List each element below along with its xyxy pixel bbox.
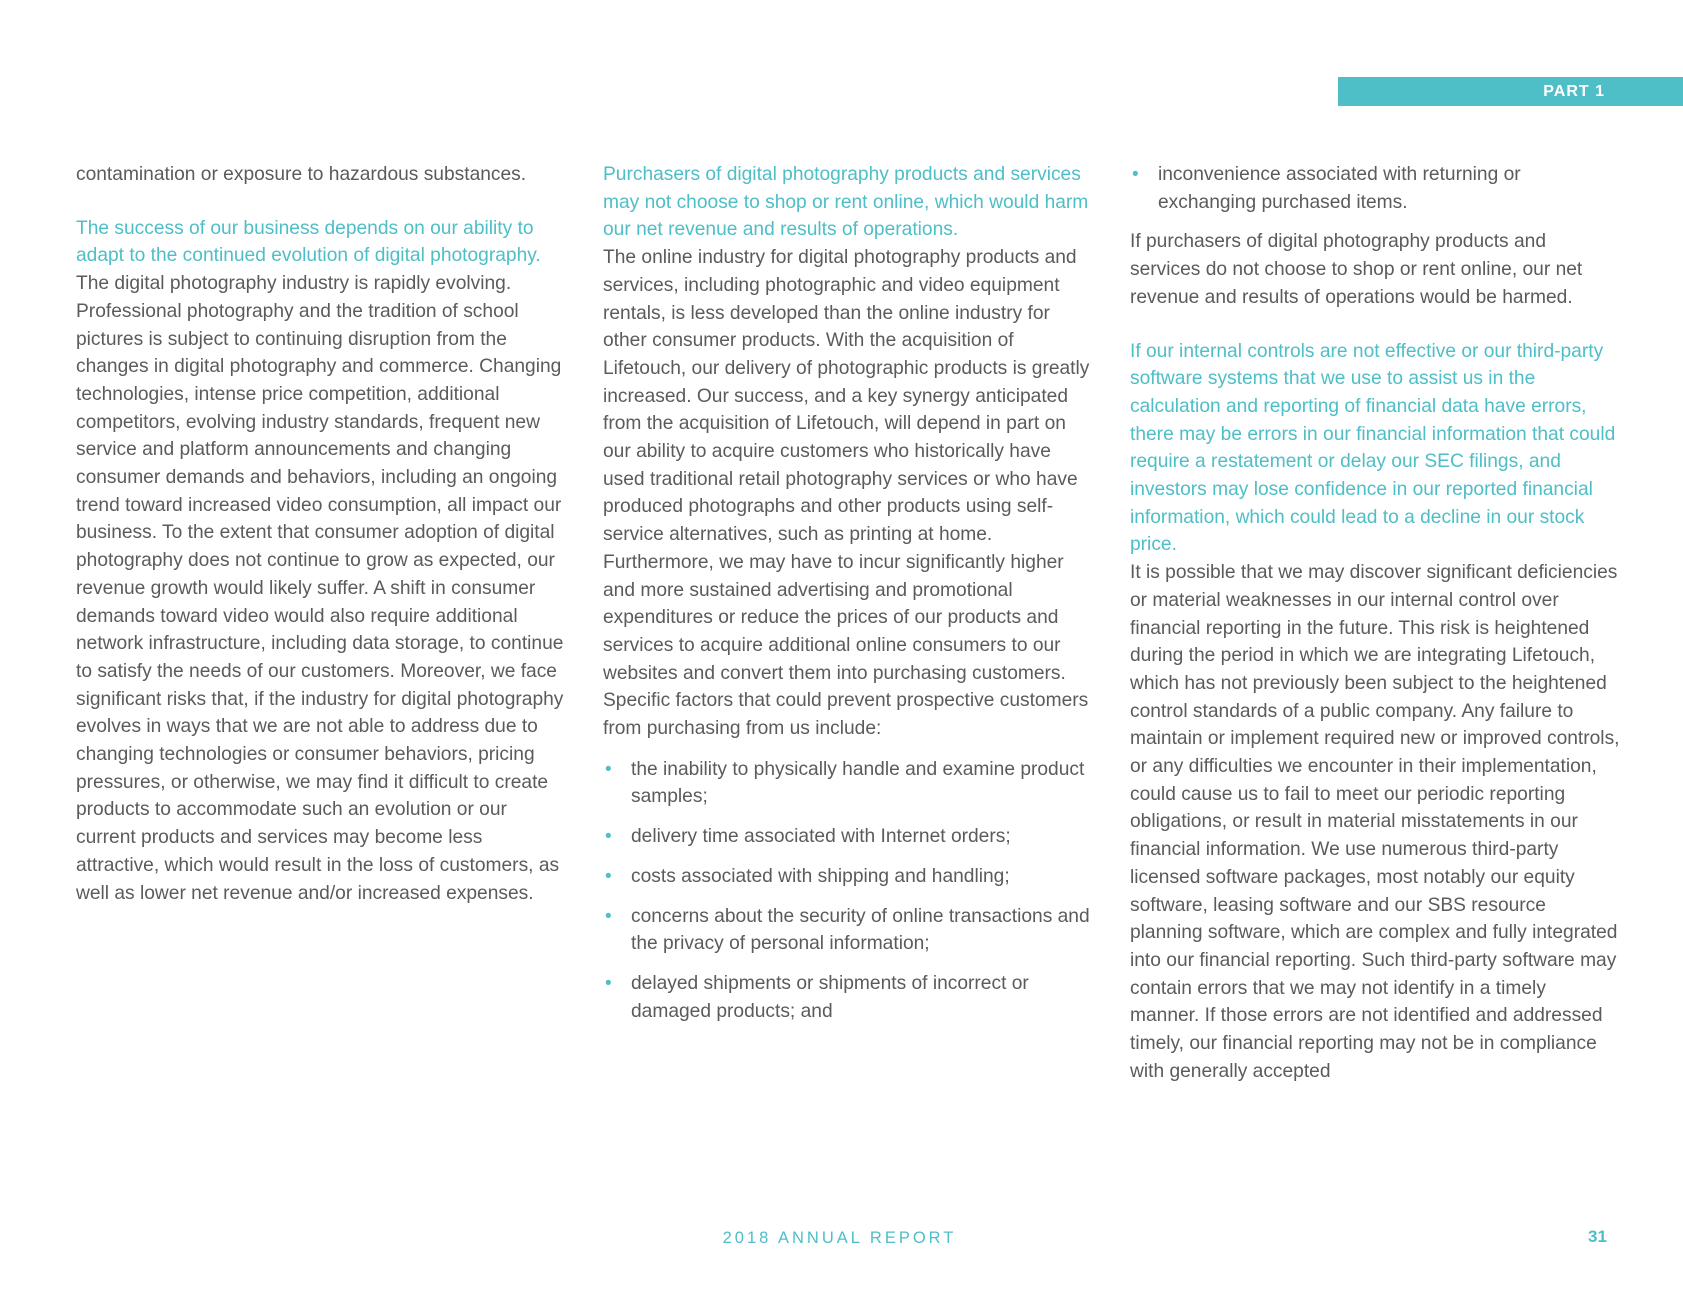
list-item — [603, 970, 1093, 1025]
bullet-icon: • — [1132, 164, 1139, 185]
part-label-tab: PART 1 — [1338, 77, 1683, 106]
section-heading: The success of our business depends on our ability to adapt to the continued evolution of digital photography. — [76, 217, 541, 267]
list-item-text: the inability to physically handle and examine product samples; — [631, 758, 1085, 808]
column-2 — [603, 161, 1093, 1025]
list-item-text: costs associated with shipping and handling; — [631, 865, 1010, 887]
bullet-icon: • — [605, 972, 612, 994]
page-number: 31 — [1588, 1227, 1607, 1246]
list-item-text: delayed shipments or shipments of incorrect or damaged products; and — [631, 972, 1029, 1022]
section-heading: Purchasers of digital photography products and services may not choose to shop or rent online, which would harm our net revenue and results of operations. — [603, 164, 1089, 241]
section-heading: If our internal controls are not effective or our third-party software systems that we use to assist us in the calculation and reporting of financial data have errors, there may be errors in our financial information that could require a restatement or delay our SEC filings, and investors may lose confidence in our reported financial information, which could lead to a decline in our stock price. — [1130, 340, 1616, 556]
bullet-list — [1130, 161, 1620, 216]
bullet-icon: • — [605, 758, 612, 780]
list-item — [603, 823, 1093, 851]
list-item-text: delivery time associated with Internet orders; — [631, 826, 1011, 848]
body-paragraph: The online industry for digital photography products and services, including photographic and video equipment rentals, is less developed than the online industry for other consumer products. With the acquisition of Lifetouch, our delivery of photographic products is greatly increased. Our success, and a key synergy anticipated from the acquisition of Lifetouch, will depend in part on our ability to acquire customers who historically have used traditional retail photography services or who have produced photographs and other products using self-service alternatives, such as printing at home. Furthermore, we may have to incur significantly higher and more sustained advertising and promotional expenditures or reduce the prices of our products and services to acquire additional online consumers to our websites and convert them into purchasing customers. Specific factors that could prevent prospective customers from purchasing from us include: — [603, 247, 1090, 740]
column-1 — [76, 161, 566, 907]
list-item — [603, 903, 1093, 958]
body-paragraph: If purchasers of digital photography products and services do not choose to shop or rent online, our net revenue and results of operations would be harmed. — [1130, 231, 1583, 308]
list-item — [603, 756, 1093, 811]
bullet-icon: • — [605, 905, 612, 927]
list-item-text: concerns about the security of online transactions and the privacy of personal information; — [631, 905, 1090, 955]
footer-report-title: 2018 ANNUAL REPORT — [722, 1229, 957, 1247]
bullet-icon: • — [605, 865, 612, 887]
list-item-text: inconvenience associated with returning or exchanging purchased items. — [1158, 164, 1521, 213]
body-paragraph: The digital photography industry is rapidly evolving. Professional photography and the tradition of school pictures is subject to continuing disruption from the changes in digital photography and commerce. Changing technologies, intense price competition, additional competitors, evolving industry standards, frequent new service and platform announcements and changing consumer demands and behaviors, including an ongoing trend toward increased video consumption, all impact our business. To the extent that consumer adoption of digital photography does not continue to grow as expected, our revenue growth would likely suffer. A shift in consumer demands toward video would also require additional network infrastructure, including data storage, to continue to satisfy the needs of our customers. Moreover, we face significant risks that, if the industry for digital photography evolves in ways that we are not able to address due to changing technologies or consumer behaviors, pricing pressures, or otherwise, we may find it difficult to create products to accommodate such an evolution or our current products and services may become less attractive, which would result in the loss of customers, as well as lower net revenue and/or increased expenses. — [76, 273, 564, 904]
list-item — [603, 863, 1093, 891]
bullet-icon: • — [605, 826, 612, 848]
bullet-list — [603, 756, 1093, 1026]
body-paragraph: contamination or exposure to hazardous substances. — [76, 164, 527, 185]
column-3 — [1130, 161, 1620, 1086]
body-paragraph: It is possible that we may discover significant deficiencies or material weaknesses in our internal control over financial reporting in the future. This risk is heightened during the period in which we are integrating Lifetouch, which has not previously been subject to the heightened control standards of a public company. Any failure to maintain or implement required new or improved controls, or any difficulties we encounter in their implementation, could cause us to fail to meet our periodic reporting obligations, or result in material misstatements in our financial information. We use numerous third-party licensed software packages, most notably our equity software, leasing software and our SBS resource planning software, which are complex and fully integrated into our financial reporting. Such third-party software may contain errors that we may not identify in a timely manner. If those errors are not identified and addressed timely, our financial reporting may not be in compliance with generally accepted — [1130, 562, 1620, 1082]
list-item — [1130, 161, 1620, 216]
